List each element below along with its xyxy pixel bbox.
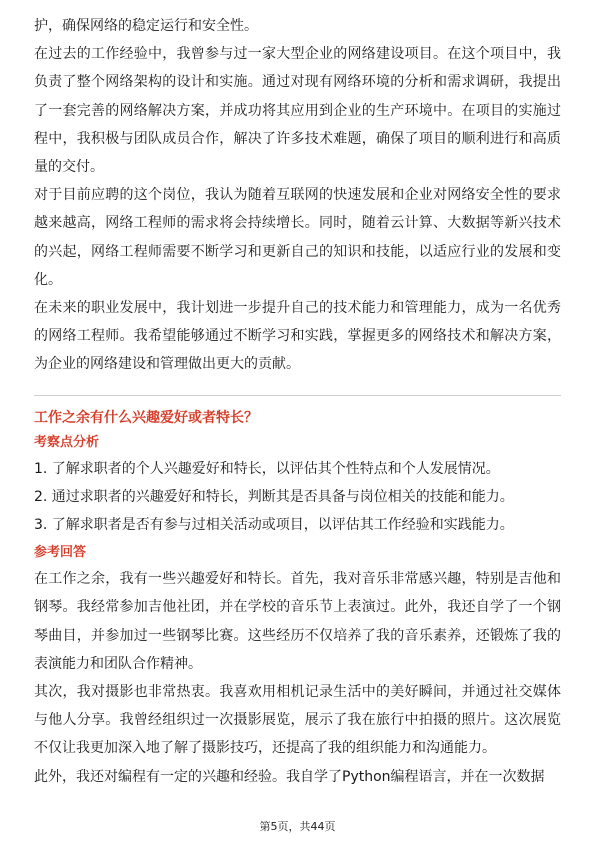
analysis-heading: 考察点分析 bbox=[34, 434, 100, 450]
question-heading: 工作之余有什么兴趣爱好或者特长？ bbox=[34, 409, 258, 426]
page-footer: 第5页，共44页 bbox=[259, 820, 336, 833]
section-divider bbox=[34, 395, 561, 396]
paragraph: 在未来的职业发展中，我计划进一步提升自己的技术能力和管理能力，成为一名优秀的网络工程师。我希望能够通过不断学习和实践，掌握更多的网络技术和解决方案，为企业的网络建设和管理做出更大的贡献。 bbox=[34, 300, 561, 373]
answer-paragraph: 其次，我对摄影也非常热衷。我喜欢用相机记录生活中的美好瞬间，并通过社交媒体与他人分享。我曾经组织过一次摄影展览，展示了我在旅行中拍摄的照片。这次展览不仅让我更加深入地了解了摄影技巧，还提高了我的组织能力和沟通能力。 bbox=[34, 684, 561, 757]
document-page bbox=[34, 0, 561, 791]
analysis-item: 1. 了解求职者的个人兴趣爱好和特长，以评估其个性特点和个人发展情况。 bbox=[34, 460, 500, 477]
analysis-item: 3. 了解求职者是否有参与过相关活动或项目，以评估其工作经验和实践能力。 bbox=[34, 517, 514, 534]
paragraph: 对于目前应聘的这个岗位，我认为随着互联网的快速发展和企业对网络安全性的要求越来越高，网络工程师的需求将会持续增长。同时，随着云计算、大数据等新兴技术的兴起，网络工程师需要不断学习和更新自己的知识和技能，以适应行业的发展和变化。 bbox=[34, 187, 561, 288]
answer-paragraph: 此外，我还对编程有一定的兴趣和经验。我自学了Python编程语言，并在一次数据 bbox=[34, 768, 545, 785]
paragraph: 在过去的工作经验中，我曾参与过一家大型企业的网络建设项目。在这个项目中，我负责了整个网络架构的设计和实施。通过对现有网络环境的分析和需求调研，我提出了一套完善的网络解决方案，并成功将其应用到企业的生产环境中。在项目的实施过程中，我积极与团队成员合作，解决了许多技术难题，确保了项目的顺利进行和高质量的交付。 bbox=[34, 46, 561, 176]
analysis-item: 2. 通过求职者的兴趣爱好和特长，判断其是否具备与岗位相关的技能和能力。 bbox=[34, 488, 514, 505]
answer-heading: 参考回答 bbox=[34, 545, 87, 561]
paragraph: 护，确保网络的稳定运行和安全性。 bbox=[34, 18, 258, 34]
answer-paragraph: 在工作之余，我有一些兴趣爱好和特长。首先，我对音乐非常感兴趣，特别是吉他和钢琴。我经常参加吉他社团，并在学校的音乐节上表演过。此外，我还自学了一个钢琴曲目，并参加过一些钢琴比赛。这些经历不仅培养了我的音乐素养，还锻炼了我的表演能力和团队合作精神。 bbox=[34, 571, 561, 672]
